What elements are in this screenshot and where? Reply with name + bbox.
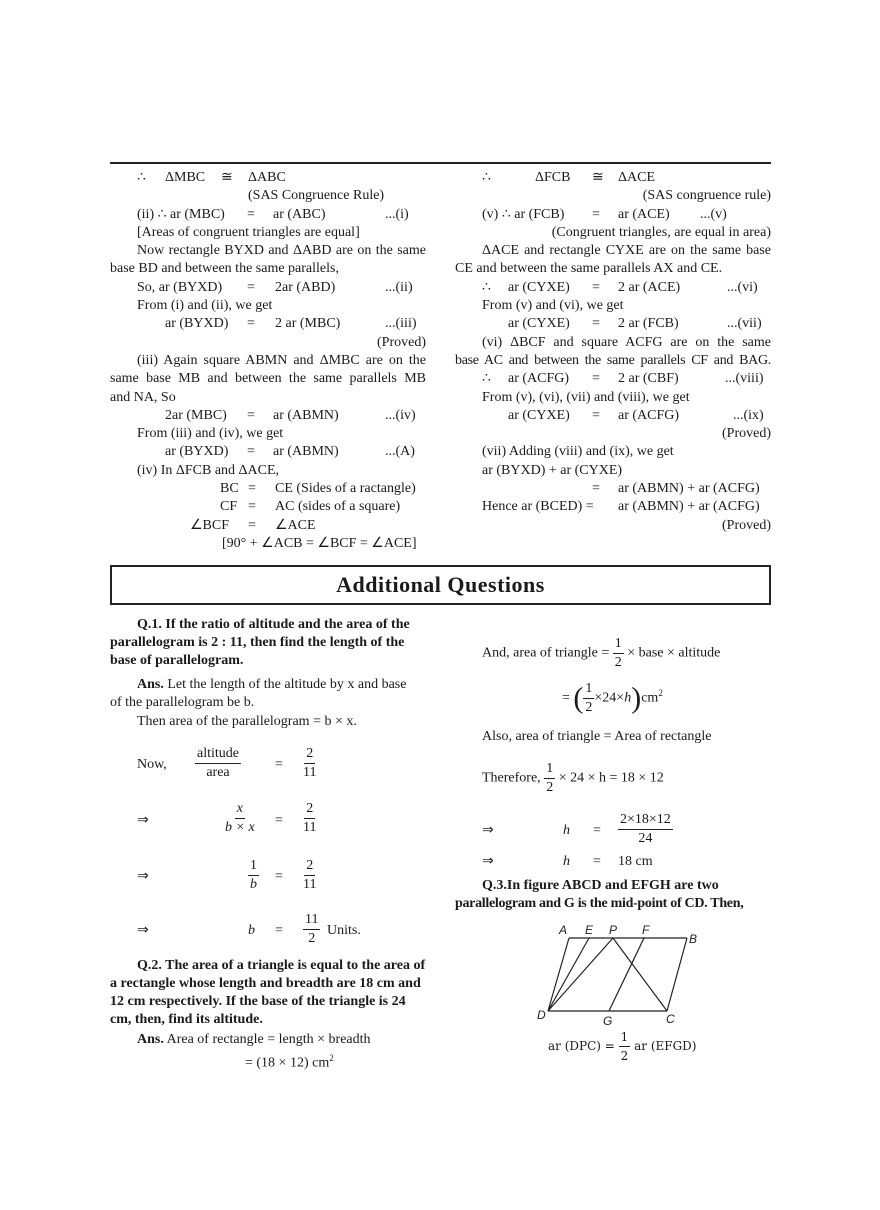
answer-text: of the parallelogram be b. (110, 695, 255, 710)
equation-tag: ...(iv) (385, 407, 416, 423)
proved-label: (Proved) (722, 426, 771, 442)
math-text: Therefore, (482, 770, 541, 786)
denominator: area (206, 765, 230, 780)
line-FG (609, 938, 644, 1011)
numerator: 2 (304, 800, 315, 819)
text-line: base AC and between the same parallels CF and BAG. (455, 352, 771, 368)
math-text: ΔACE (618, 170, 656, 185)
math-text: ΔABC (248, 170, 286, 185)
proof-left-column (110, 169, 426, 553)
math-text: = (248, 481, 256, 497)
math-text: ∠BCF (190, 517, 230, 533)
math-text: = (593, 823, 601, 838)
text-line: From (v), (vi), (vii) and (viii), we get (482, 389, 690, 405)
proof-line (110, 169, 426, 187)
math-text: ar (BYXD) (165, 316, 229, 332)
question-text: cm, then, find its altitude. (110, 1012, 263, 1027)
math-text: = (248, 499, 256, 515)
question-text: parallelogram is 2 : 11, then find the length of the (110, 635, 405, 650)
math-text: [90° + ∠ACB = ∠BCF = ∠ACE] (222, 535, 417, 551)
math-text: ΔMBC (165, 170, 206, 185)
math-text: = (247, 279, 255, 295)
math-text: h (563, 823, 570, 838)
math-text: = (592, 407, 600, 423)
math-text: ar (EFGD) (634, 1039, 697, 1053)
text-line: (iv) In ΔFCB and ΔACE, (137, 462, 280, 478)
text-line: same base MB and between the same parallels MB (110, 371, 426, 387)
implies-symbol: ⇒ (137, 923, 149, 938)
math-text: = (275, 869, 283, 884)
text-line: Now rectangle BYXD and ΔABD are on the same (137, 243, 426, 259)
math-text: ar (ACFG) (508, 371, 570, 387)
therefore-symbol: ∴ (137, 170, 146, 185)
equation-tag: ...(ii) (385, 279, 413, 295)
math-text: ar (ACE) (618, 206, 670, 222)
equation-line (455, 480, 771, 498)
numerator: 11 (303, 911, 320, 930)
denominator: 11 (303, 765, 317, 780)
point-label: C (666, 1012, 675, 1025)
denominator: b × x (225, 820, 255, 835)
text-line: base BD and between the same parallels, (110, 261, 339, 277)
equation-tag: ...(vi) (727, 279, 758, 295)
text-line: (SAS congruence rule) (642, 188, 771, 204)
math-text: = (592, 481, 600, 497)
point-label: B (689, 932, 698, 946)
text-line: ΔACE and rectangle CYXE are on the same base (482, 243, 771, 259)
math-text: Hence ar (BCED) = (482, 499, 594, 515)
math-line (482, 635, 720, 672)
numerator: 2 (304, 745, 315, 764)
equation-tag: ...(viii) (725, 371, 764, 387)
equation-line (110, 407, 426, 425)
equation-line (110, 517, 426, 535)
fraction (303, 857, 316, 894)
math-text: Units. (327, 923, 361, 938)
answer-text: Area of rectangle = length × breadth (163, 1032, 371, 1047)
math-text: (v) ∴ ar (FCB) (482, 206, 565, 222)
fraction (225, 800, 255, 837)
denominator: 2 (308, 931, 316, 946)
denominator: b (250, 877, 257, 892)
fraction (303, 800, 316, 837)
implies-symbol: ⇒ (482, 823, 494, 838)
point-label: P (609, 923, 618, 937)
equation-tag: ...(ix) (733, 407, 764, 423)
text-line: (vi) ΔBCF and square ACFG are on the same (482, 334, 771, 350)
math-text: ar (ACFG) (618, 407, 680, 423)
math-text: ΔFCB (535, 170, 571, 185)
equation-line (455, 279, 771, 297)
math-text: ×24× (594, 690, 625, 706)
numerator: x (236, 801, 243, 816)
equation-line (455, 206, 771, 224)
therefore-symbol: ∴ (482, 279, 491, 295)
line-PD (548, 938, 613, 1011)
question-text: 12 cm respectively. If the base of the triangle is 24 (110, 994, 406, 1009)
math-text: = (562, 690, 570, 706)
answer-line: = (18 × 12) $cm^2$ (245, 1053, 334, 1071)
fraction (303, 911, 320, 948)
math-text: ar (ABC) (273, 206, 326, 222)
equation-line (110, 535, 426, 553)
text: (SAS Congruence Rule) (248, 188, 385, 204)
denominator: 2 (614, 655, 622, 670)
numerator: 2×18×12 (618, 811, 673, 830)
math-text: b (248, 923, 255, 938)
math-text: ar (ABMN) (273, 444, 339, 460)
math-text: = (593, 854, 601, 869)
proof-right-column (455, 169, 771, 535)
line-BC (667, 938, 687, 1011)
top-rule (110, 162, 771, 164)
text-line: ar (BYXD) + ar (CYXE) (482, 462, 623, 478)
proof-line (110, 187, 426, 205)
math-text: = (592, 206, 600, 222)
answer-line (137, 676, 406, 694)
equation-tag: ...(i) (385, 206, 409, 222)
math-text: And, area of triangle = (482, 645, 610, 661)
math-line (482, 760, 664, 797)
denominator: 2 (546, 780, 554, 795)
denominator: 11 (303, 820, 317, 835)
answer-label: Ans. (137, 677, 164, 692)
question-text: a rectangle whose length and breadth are 18 cm and (110, 976, 421, 991)
math-text: 2 ar (ACE) (618, 279, 681, 295)
denominator: 11 (303, 877, 317, 892)
math-text: = (248, 517, 256, 533)
therefore-symbol: ∴ (482, 170, 491, 185)
text-line: [Areas of congruent triangles are equal] (137, 224, 360, 240)
answer-label: Ans. (137, 1032, 164, 1047)
math-text: ar (ABMN) (273, 407, 339, 423)
point-label: D (537, 1008, 546, 1022)
numerator: 1 (544, 760, 555, 779)
equation-line (455, 370, 771, 388)
equation-line (110, 315, 426, 333)
text-line: (vii) Adding (viii) and (ix), we get (482, 444, 674, 460)
text-line: From (iii) and (iv), we get (137, 426, 284, 442)
question-text: Q.3.In figure ABCD and EFGH are two (482, 878, 719, 893)
denominator: 24 (638, 831, 653, 846)
math-line: = ( $\frac{1}{2}$ $\times 24\times h)cm^2$ (562, 681, 663, 715)
figure-caption (548, 1028, 697, 1065)
math-text: 2 ar (MBC) (275, 316, 341, 332)
math-text: h (624, 690, 632, 706)
fraction (303, 745, 316, 782)
equation-tag: ...(iii) (385, 316, 417, 332)
math-text: ar (CYXE) (508, 279, 570, 295)
text-line: (iii) Again square ABMN and ΔMBC are on the (137, 352, 426, 368)
math-text: 2ar (ABD) (275, 279, 336, 295)
math-text: ar (ABMN) + ar (ACFG) (618, 499, 760, 515)
implies-symbol: ⇒ (137, 869, 149, 884)
equation-line (110, 498, 426, 516)
therefore-symbol: ∴ (482, 371, 491, 387)
point-label: E (585, 923, 594, 937)
math-text: ar (CYXE) (508, 407, 570, 423)
question-text: parallelogram and G is the mid-point of CD. Then, (455, 896, 744, 911)
text-line: From (v) and (vi), we get (482, 298, 624, 314)
math-text: × 24 × h = 18 × 12 (558, 770, 664, 786)
math-text: Now, (137, 757, 167, 772)
proof-line (455, 169, 771, 187)
line-ED (548, 938, 589, 1011)
implies-symbol: ⇒ (137, 813, 149, 828)
equation-line (455, 498, 771, 516)
math-text: CF (220, 499, 238, 515)
fraction (195, 745, 241, 782)
math-text: = (18 × 12) cm (245, 1055, 330, 1071)
math-text: = (247, 407, 255, 423)
equation-line (110, 206, 426, 224)
math-text: = (592, 371, 600, 387)
equation-line (110, 443, 426, 461)
math-text: ar (BYXD) (165, 444, 229, 460)
point-label: A (559, 923, 568, 937)
math-text: (ii) ∴ ar (MBC) (137, 206, 225, 222)
parallelogram-figure (515, 915, 715, 1025)
text-line: and NA, So (110, 389, 176, 405)
math-text: 2 ar (FCB) (618, 316, 679, 332)
question-text: Q.1. If the ratio of altitude and the area of the (137, 617, 410, 632)
math-text: 2ar (MBC) (165, 407, 227, 423)
equation-line (110, 279, 426, 297)
math-text: = (247, 206, 255, 222)
math-text: ≅ (592, 170, 604, 185)
numerator: 2 (304, 857, 315, 876)
math-text: = (275, 813, 283, 828)
math-text: 2 ar (CBF) (618, 371, 679, 387)
math-text: Also, area of triangle = Area of rectangle (482, 729, 712, 744)
question-text: base of parallelogram. (110, 653, 244, 668)
math-text: ∠ACE (275, 517, 316, 533)
answer-text: Then area of the parallelogram = b × x. (137, 714, 357, 729)
math-text: 18 cm (618, 854, 653, 869)
math-text: = (275, 923, 283, 938)
proved-label: (Proved) (377, 334, 426, 350)
section-title: Additional Questions (110, 565, 771, 605)
fraction (248, 857, 259, 894)
point-label: G (603, 1014, 613, 1025)
implies-symbol: ⇒ (482, 854, 494, 869)
math-text: ar (ABMN) + ar (ACFG) (618, 481, 760, 497)
math-text: ar (DPC) = (548, 1039, 615, 1053)
equation-line (455, 407, 771, 425)
math-text: BC (220, 481, 239, 497)
math-text: × base × altitude (627, 645, 721, 661)
numerator: 1 (583, 680, 594, 699)
equation-tag: ...(v) (700, 206, 727, 222)
math-text: = (592, 279, 600, 295)
point-label: F (642, 923, 650, 937)
equation-line (110, 480, 426, 498)
answer-line (137, 1031, 371, 1049)
math-text: = (275, 757, 283, 772)
math-text: AC (sides of a square) (275, 499, 401, 515)
proved-label: (Proved) (722, 517, 771, 533)
question-text: Q.2. The area of a triangle is equal to the area of (137, 958, 426, 973)
text-line: From (i) and (ii), we get (137, 298, 273, 314)
math-text: = (592, 316, 600, 332)
math-text: cm (641, 690, 659, 706)
equation-tag: ...(vii) (727, 316, 762, 332)
line-PC (613, 938, 667, 1011)
equation-line (455, 315, 771, 333)
equation-tag: ...(A) (385, 444, 415, 460)
answer-text: Let the length of the altitude by x and base (163, 677, 407, 692)
math-text: = (247, 444, 255, 460)
numerator: altitude (195, 745, 241, 764)
text-line: CE and between the same parallels AX and CE. (455, 261, 723, 277)
fraction (618, 811, 673, 848)
math-text: h (563, 854, 570, 869)
math-text: So, ar (BYXD) (137, 279, 223, 295)
text-line: (Congruent triangles, are equal in area) (551, 224, 771, 240)
math-text: ar (CYXE) (508, 316, 570, 332)
math-text: = (247, 316, 255, 332)
denominator: 2 (585, 700, 593, 715)
denominator: 2 (620, 1049, 629, 1063)
numerator: 1 (613, 635, 624, 654)
math-text: CE (Sides of a ractangle) (275, 481, 416, 497)
numerator: 1 (619, 1028, 631, 1047)
math-text: ≅ (221, 170, 233, 185)
numerator: 1 (248, 857, 259, 876)
